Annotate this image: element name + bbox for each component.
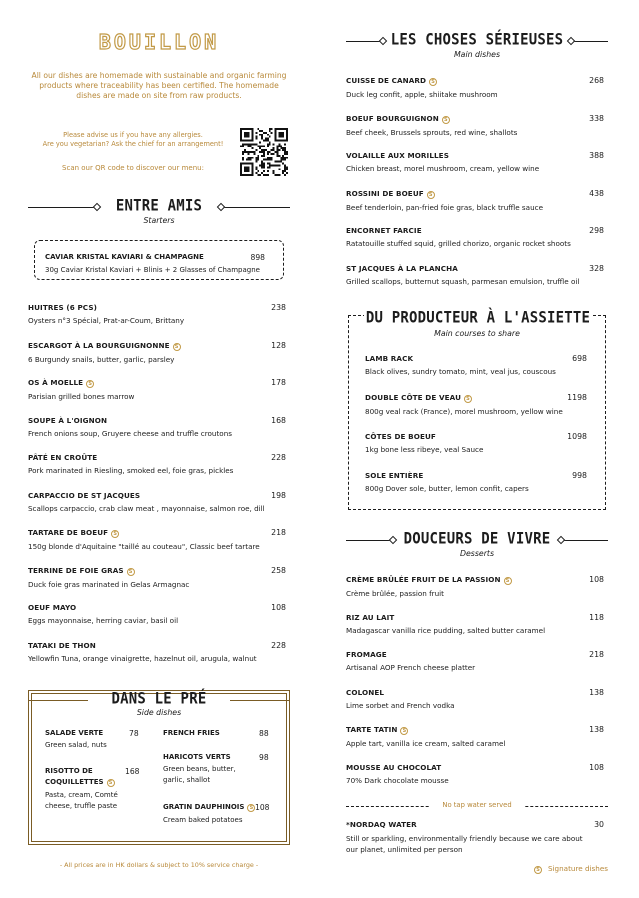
menu-item (28, 603, 290, 625)
item-name: TARTARE DE BOEUF S (28, 528, 290, 538)
menu-item (346, 613, 608, 635)
section-header-share (346, 310, 608, 338)
item-desc: 30g Caviar Kristal Kaviari + Blinis + 2 Glasses of Champagne (45, 266, 260, 274)
item-name: FROMAGE (346, 650, 387, 659)
menu-item (28, 453, 290, 475)
side-item (163, 729, 273, 737)
item-price: 228 (271, 453, 286, 462)
menu-item (346, 650, 608, 672)
item-desc: Black olives, sundry tomato, mint, veal jus, couscous (365, 367, 556, 376)
item-name: *NORDAQ WATER (346, 820, 417, 829)
item-name: HARICOTS VERTS (163, 753, 231, 761)
menu-item (346, 264, 608, 286)
item-desc: Beef tenderloin, pan-fried foie gras, black truffle sauce (346, 202, 543, 212)
menu-item (28, 416, 290, 438)
item-name: OEUF MAYO (28, 603, 77, 612)
item-name: CUISSE DE CANARD S (346, 76, 608, 86)
item-name: SALADE VERTE (45, 729, 104, 737)
item-name: RIZ AU LAIT (346, 612, 395, 622)
item-name: SOLE ENTIÈRE (365, 471, 424, 480)
item-desc: Crème brûlée, passion fruit (346, 589, 444, 598)
item-desc: 800g veal rack (France), morel mushroom, yellow wine (365, 407, 563, 416)
item-price: 698 (572, 354, 587, 363)
signature-icon: S (127, 568, 135, 576)
item-price: 1198 (567, 393, 587, 402)
item-name: CARPACCIO DE ST JACQUES (28, 490, 141, 500)
signature-legend (531, 864, 608, 874)
item-name: COLONEL (346, 687, 385, 697)
item-price: 108 (271, 603, 286, 612)
item-desc: 150g blonde d'Aquitaine "taillé au couteau", Classic beef tartare (28, 542, 260, 551)
item-name: ESCARGOT À LA BOURGUIGNONNE S (28, 341, 290, 351)
section-title: DU PRODUCTEUR À L'ASSIETTE (365, 308, 591, 328)
menu-item (365, 471, 591, 493)
item-desc: Duck foie gras marinated in Gelas Armagnac (28, 579, 190, 589)
signature-icon: S (111, 530, 119, 538)
item-name: ROSSINI DE BOEUF S (346, 189, 608, 199)
side-item (163, 803, 283, 826)
section-title: ENTRE AMIS (115, 196, 203, 216)
signature-icon: S (504, 577, 512, 585)
item-desc: Ratatouille stuffed squid, grilled chorizo, organic rocket shoots (346, 239, 571, 248)
item-desc: Duck leg confit, apple, shiitake mushroom (346, 90, 498, 99)
item-name: VOLAILLE AUX MORILLES (346, 151, 449, 160)
item-desc: Oysters n°3 Spécial, Prat-ar-Coum, Brittany (28, 316, 185, 325)
item-name: CAVIAR KRISTAL KAVIARI & CHAMPAGNE (45, 253, 204, 261)
item-name: TATAKI DE THON (28, 640, 96, 650)
item-name: LAMB RACK (365, 354, 414, 363)
item-name: TERRINE DE FOIE GRAS S (28, 566, 290, 576)
section-subtitle: Starters (143, 216, 175, 225)
section-subtitle: Side dishes (136, 708, 182, 717)
signature-icon: S (442, 116, 450, 124)
price-footnote: - All prices are in HK dollars & subject to 10% service charge - (59, 861, 259, 869)
menu-item (346, 76, 608, 99)
item-price: 338 (589, 113, 604, 123)
item-price: 88 (259, 729, 269, 738)
item-name-2: COQUILLETTES (45, 778, 104, 786)
item-desc: Cream baked potatoes (163, 816, 243, 824)
item-price: 138 (589, 687, 604, 697)
item-name: BOEUF BOURGUIGNON S (346, 114, 608, 124)
signature-icon: S (464, 395, 472, 403)
side-dishes-box (28, 690, 290, 845)
item-desc: Madagascar vanilla rice pudding, salted butter caramel (346, 625, 546, 635)
section-title: DANS LE PRÉ (111, 689, 207, 709)
menu-item (365, 432, 591, 454)
item-name: PÂTÉ EN CROÛTE (28, 453, 98, 462)
section-subtitle: Desserts (459, 549, 495, 558)
intro-text: All our dishes are homemade with sustainable and organic farming products where traceability has been certified. The homemade dishes are made on site from raw products. (31, 71, 287, 100)
section-header-desserts (346, 531, 608, 559)
item-price: 198 (271, 490, 286, 500)
menu-item (346, 575, 608, 598)
scan-text: Scan our QR code to discover our menu: (62, 164, 204, 172)
item-desc-2: cheese, truffle paste (45, 802, 118, 810)
item-price: 168 (125, 767, 140, 776)
item-price: 218 (589, 650, 604, 659)
item-name: ENCORNET FARCIE (346, 226, 422, 235)
allergy-line-2: Are you vegetarian? Ask the chief for an arrangement! (42, 140, 224, 148)
item-price: 30 (594, 820, 604, 829)
item-price: 258 (271, 565, 286, 575)
item-name: ST JACQUES À LA PLANCHA (346, 263, 458, 273)
section-header-mains (346, 32, 608, 60)
menu-item (28, 566, 290, 589)
item-desc: Artisanal AOP French cheese platter (346, 663, 476, 672)
water-item (346, 820, 608, 855)
item-desc: Pasta, cream, Comté (45, 791, 118, 799)
item-price: 438 (589, 188, 604, 198)
allergy-line-1: Please advise us if you have any allergies. (63, 131, 203, 139)
menu-item (346, 189, 608, 212)
item-price: 128 (271, 340, 286, 350)
item-desc: Apple tart, vanilla ice cream, salted caramel (346, 739, 506, 748)
menu-item (28, 491, 290, 513)
section-subtitle: Main dishes (453, 50, 501, 59)
item-price: 108 (589, 762, 604, 772)
menu-item (346, 725, 608, 748)
item-desc-2: garlic, shallot (163, 776, 211, 784)
item-name: SOUPE À L'OIGNON (28, 415, 108, 425)
share-box (348, 308, 606, 510)
signature-legend-text: Signature dishes (548, 864, 608, 873)
signature-icon: S (86, 380, 94, 388)
item-price: 228 (271, 640, 286, 650)
item-desc: Parisian grilled bones marrow (28, 392, 135, 401)
side-item (163, 753, 273, 786)
menu-item (28, 528, 290, 551)
item-name: CÔTES DE BOEUF (365, 432, 436, 441)
no-tap-water-label: No tap water served (430, 801, 524, 809)
item-desc: French onions soup, Gruyere cheese and truffle croutons (28, 428, 233, 438)
menu-item (28, 303, 290, 325)
item-price: 98 (259, 753, 269, 762)
item-desc: Beef cheek, Brussels sprouts, red wine, shallots (346, 127, 518, 137)
item-desc: Scallops carpaccio, crab claw meat , mayonnaise, salmon roe, dill (28, 503, 265, 513)
menu-item (365, 354, 591, 376)
item-name: FRENCH FRIES (163, 729, 220, 737)
item-price: 108 (589, 575, 604, 584)
brand-logo: BOUILLON (98, 30, 220, 54)
side-item (45, 729, 155, 751)
item-price: 998 (572, 471, 587, 480)
item-desc: 70% Dark chocolate mousse (346, 775, 449, 785)
item-price: 898 (250, 253, 265, 262)
item-price: 298 (589, 226, 604, 235)
section-title: LES CHOSES SÉRIEUSES (390, 30, 564, 50)
item-desc: Still or sparkling, environmentally friendly because we care about (346, 834, 583, 843)
menu-item (28, 378, 290, 401)
menu-item (346, 688, 608, 710)
item-name: DOUBLE CÔTE DE VEAU S (365, 393, 591, 403)
item-name: HUITRES (6 PCS) (28, 303, 97, 312)
item-name: CRÈME BRÛLÉE FRUIT DE LA PASSION S (346, 575, 608, 585)
item-price: 178 (271, 378, 286, 387)
menu-item (346, 763, 608, 785)
item-price: 138 (589, 725, 604, 734)
signature-icon: S (173, 343, 181, 351)
signature-icon: S (427, 191, 435, 199)
item-desc: 1kg bone less ribeye, veal Sauce (365, 445, 484, 454)
item-desc: Lime sorbet and French vodka (346, 700, 455, 710)
menu-item (28, 341, 290, 364)
item-desc: Green salad, nuts (45, 741, 107, 749)
signature-icon: S (429, 78, 437, 86)
item-name: GRATIN DAUPHINOIS (163, 803, 245, 811)
item-price: 78 (129, 729, 139, 738)
item-name: MOUSSE AU CHOCOLAT (346, 762, 442, 772)
qr-code[interactable] (240, 128, 288, 176)
item-desc: Pork marinated in Riesling, smoked eel, foie gras, pickles (28, 466, 234, 475)
signature-icon: S (247, 804, 255, 812)
item-price: 328 (589, 263, 604, 273)
allergy-notice (28, 131, 238, 149)
item-desc-2: our planet, unlimited per person (346, 845, 463, 854)
item-price: 168 (271, 415, 286, 425)
item-price: 108 (255, 803, 270, 812)
menu-item (365, 393, 591, 416)
item-price: 238 (271, 303, 286, 312)
item-desc: 6 Burgundy snails, butter, garlic, parsley (28, 354, 175, 364)
item-desc: Grilled scallops, butternut squash, parmesan emulsion, truffle oil (346, 276, 580, 286)
item-price: 388 (589, 151, 604, 160)
item-name: RISOTTO DE (45, 767, 93, 775)
item-price: 1098 (567, 432, 587, 441)
item-name: TARTE TATIN S (346, 725, 608, 735)
section-subtitle: Main courses to share (434, 329, 520, 338)
item-desc: Chicken breast, morel mushroom, cream, yellow wine (346, 164, 540, 173)
signature-icon: S (400, 727, 408, 735)
item-desc: Green beans, butter, (163, 765, 236, 773)
item-price: 118 (589, 612, 604, 622)
side-item (45, 767, 155, 812)
item-desc: Eggs mayonnaise, herring caviar, basil oil (28, 616, 179, 625)
section-header-sides (28, 687, 290, 715)
signature-icon: S (107, 779, 115, 787)
section-header-starters (28, 198, 290, 226)
signature-icon: S (534, 866, 542, 874)
menu-item (346, 114, 608, 137)
menu-item (346, 226, 608, 248)
menu-item (346, 151, 608, 173)
item-price: 268 (589, 76, 604, 85)
item-name: OS À MOELLE S (28, 378, 290, 388)
item-desc: Yellowfin Tuna, orange vinaigrette, hazelnut oil, arugula, walnut (28, 653, 257, 663)
menu-item (28, 641, 290, 663)
caviar-box (34, 240, 284, 280)
item-price: 218 (271, 528, 286, 537)
item-desc: 800g Dover sole, butter, lemon confit, capers (365, 484, 529, 493)
item-name-line-2 (45, 778, 155, 787)
section-title: DOUCEURS DE VIVRE (403, 529, 551, 549)
